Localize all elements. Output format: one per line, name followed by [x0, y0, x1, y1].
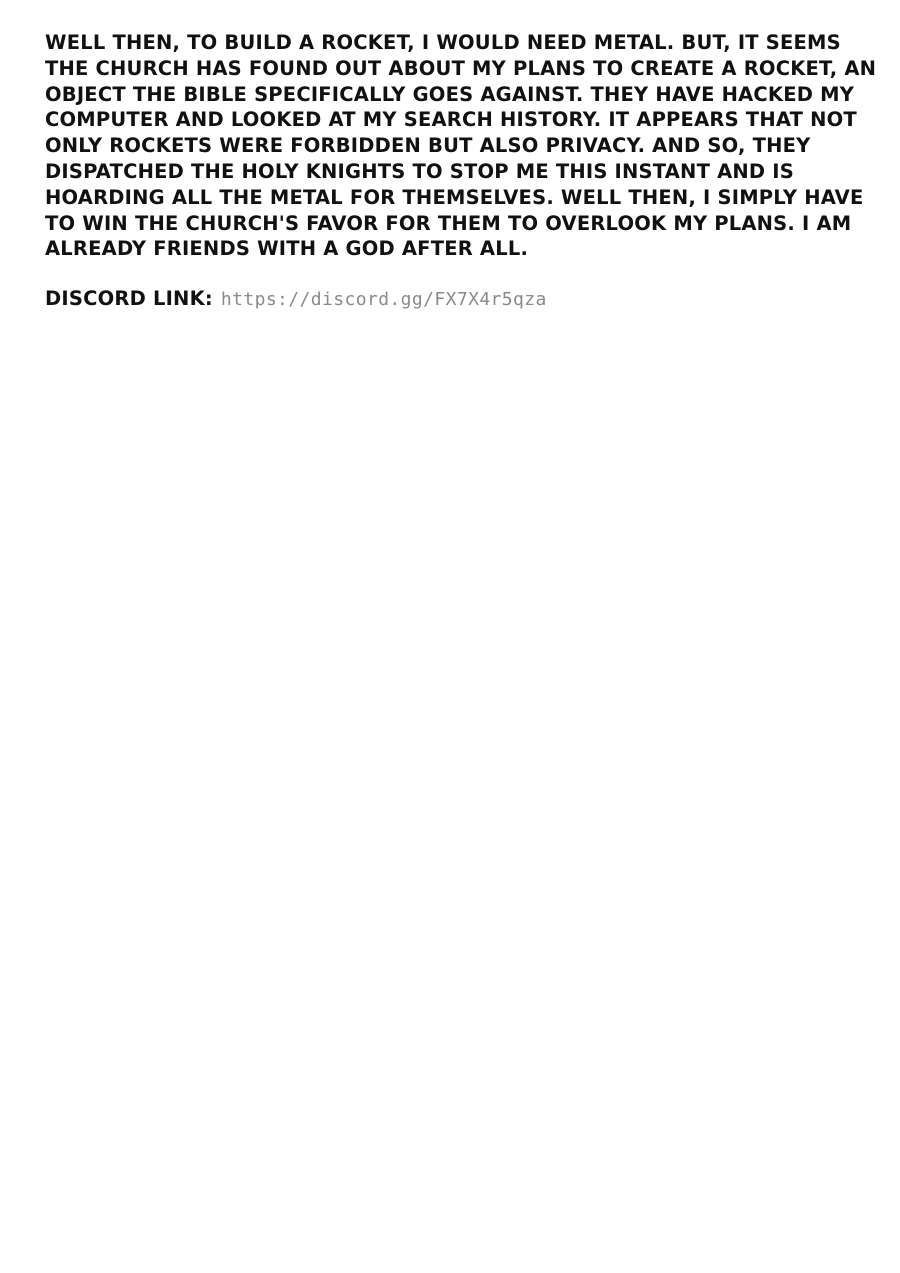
story-paragraph	[45, 30, 877, 262]
discord-label: DISCORD LINK:	[45, 287, 213, 310]
paragraph-line: WELL THEN, TO BUILD A ROCKET, I WOULD NEED METAL. BUT, IT SEEMS	[45, 31, 841, 54]
paragraph-line: TO WIN THE CHURCH'S FAVOR FOR THEM TO OVERLOOK MY PLANS. I AM	[45, 211, 852, 235]
paragraph-line: OBJECT THE BIBLE SPECIFICALLY GOES AGAINST. THEY HAVE HACKED MY	[45, 82, 855, 106]
paragraph-line: COMPUTER AND LOOKED AT MY SEARCH HISTORY. IT APPEARS THAT NOT	[45, 108, 857, 132]
paragraph-line: DISPATCHED THE HOLY KNIGHTS TO STOP ME THIS INSTANT AND IS	[45, 159, 794, 183]
discord-row	[45, 287, 547, 310]
paragraph-line: ALREADY FRIENDS WITH A GOD AFTER ALL.	[45, 237, 529, 261]
paragraph-line: THE CHURCH HAS FOUND OUT ABOUT MY PLANS TO CREATE A ROCKET, AN	[45, 56, 877, 80]
paragraph-line: ONLY ROCKETS WERE FORBIDDEN BUT ALSO PRIVACY. AND SO, THEY	[45, 134, 811, 158]
discord-link[interactable]: https://discord.gg/FX7X4r5qza	[220, 289, 547, 310]
paragraph-line: HOARDING ALL THE METAL FOR THEMSELVES. WELL THEN, I SIMPLY HAVE	[45, 185, 864, 209]
